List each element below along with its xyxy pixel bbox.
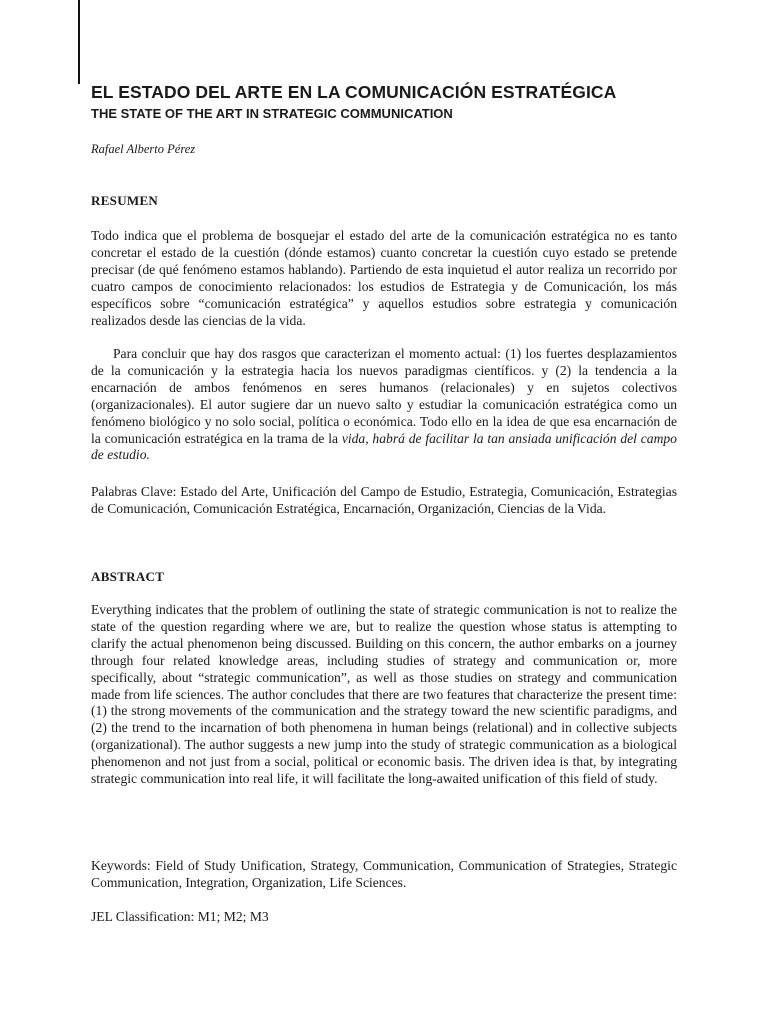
resumen-paragraph-2-italic: vida, habrá de facilitar la tan ansiada unificación del campo de estudio.: [91, 430, 677, 463]
abstract-keywords: Keywords: Field of Study Unification, Strategy, Communication, Communication of Strategies, Strategic Communication, Integration, Organization, Life Sciences.: [91, 858, 677, 890]
jel-classification: JEL Classification: M1; M2; M3: [91, 909, 269, 924]
margin-rule: [78, 0, 80, 84]
resumen-paragraph-2: [91, 346, 677, 464]
resumen-paragraph-2-text: Para concluir que hay dos rasgos que caracterizan el momento actual: (1) los fuertes desplazamientos de la comunicación y la estrategia hacia los nuevos paradigmas científicos. y (2) la tendencia a la encarnación de ambos fenómenos en seres humanos (relacionales) y en sujetos colectivos (organizacionales). El autor sugiere dar un nuevo salto y estudiar la comunicación estratégica como un fenómeno biológico y no solo social, política o económica. Todo ello en la idea de que esa encarnación de la comunicación estratégica en la trama de la: [91, 346, 677, 446]
resumen-paragraph-1: Todo indica que el problema de bosquejar el estado del arte de la comunicación estratégica no es tanto concretar el estado de la cuestión (dónde estamos) cuanto concretar la cuestión cuyo estado se pretende precisar (de qué fenómeno estamos hablando). Partiendo de esta inquietud el autor realiza un recorrido por cuatro campos de conocimiento relacionados: los estudios de Estrategia y de Comunicación, los más específicos sobre “comunicación estratégica” y aquellos estudios sobre estrategia y comunicación realizados desde las ciencias de la vida.: [91, 228, 677, 328]
abstract-paragraph: Everything indicates that the problem of outlining the state of strategic communication is not to realize the state of the question regarding where we are, but to realize the question whose status is attempting to clarify the actual phenomenon being discussed. Building on this concern, the author embarks on a journey through four related knowledge areas, including studies of strategy and communication or, more specifically, about “strategic communication”, as well as those studies on strategy and communication made from life sciences. The author concludes that there are two features that characterize the present time: (1) the strong movements of the communication and the strategy toward the new scientific paradigms, and (2) the trend to the incarnation of both phenomena in human beings (relational) and in collective subjects (organizational). The author suggests a new jump into the study of strategic communication as a biological phenomenon and not just from a social, political or economic basis. The driven idea is that, by integrating strategic communication into real life, it will facilitate the long-awaited unification of this field of study.: [91, 602, 677, 787]
abstract-heading: ABSTRACT: [91, 569, 165, 584]
resumen-heading: RESUMEN: [91, 193, 159, 208]
title-spanish: EL ESTADO DEL ARTE EN LA COMUNICACIÓN ESTRATÉGICA: [91, 82, 617, 102]
title-english: THE STATE OF THE ART IN STRATEGIC COMMUNICATION: [91, 106, 453, 121]
author-name: Rafael Alberto Pérez: [91, 142, 196, 156]
resumen-keywords: Palabras Clave: Estado del Arte, Unificación del Campo de Estudio, Estrategia, Comunicación, Estrategias de Comunicación, Comunicación Estratégica, Encarnación, Organización, Ciencias de la Vida.: [91, 484, 677, 516]
article-page: [91, 80, 677, 924]
